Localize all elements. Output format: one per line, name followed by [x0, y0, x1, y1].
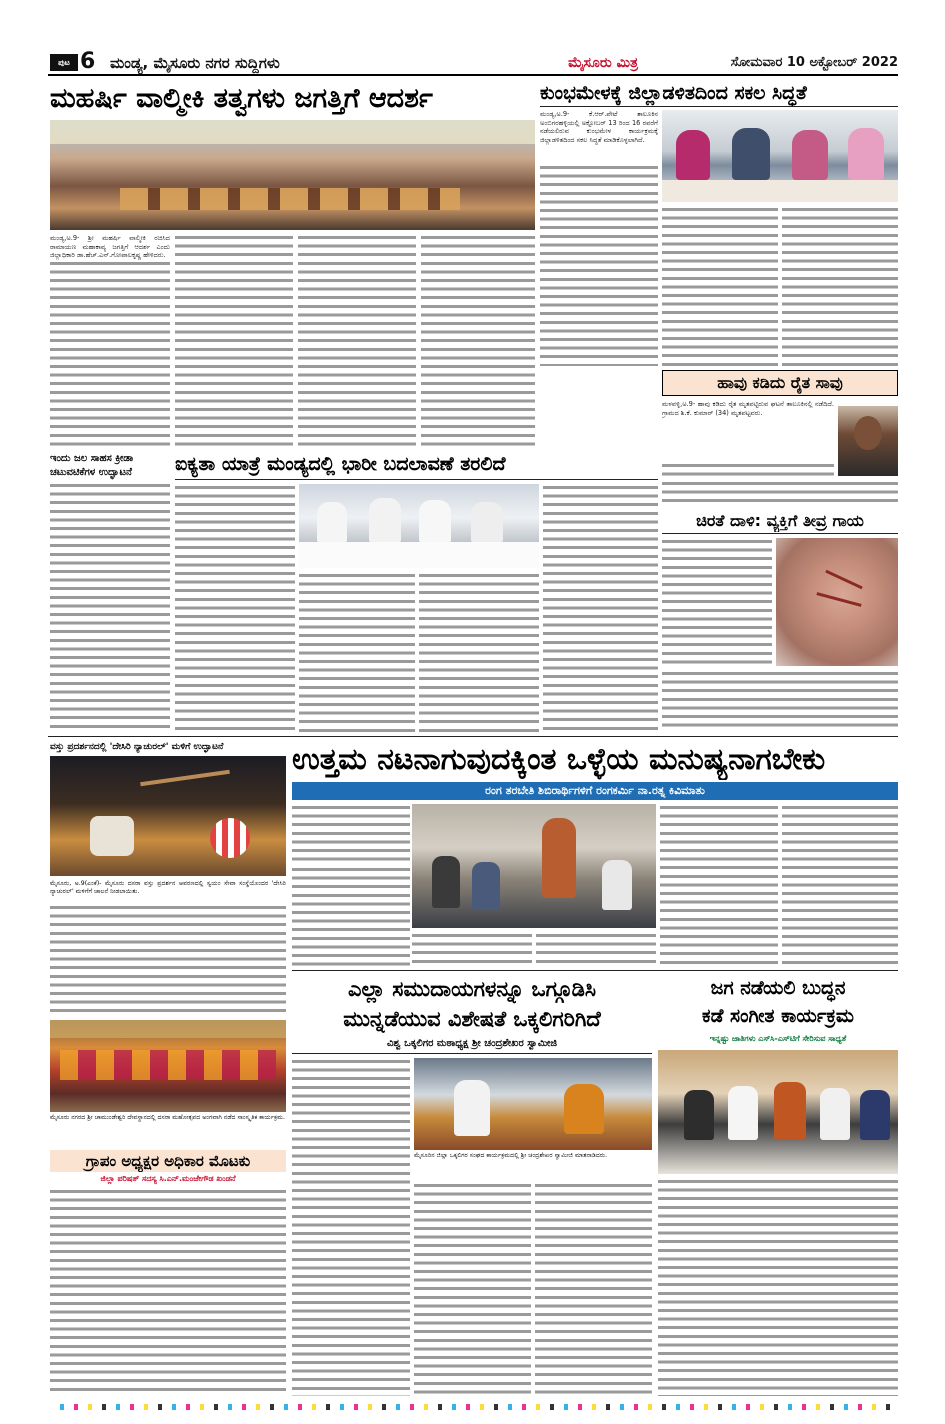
okkaliga-photo-caption: ಮೈಸೂರಿನ ಜಿಲ್ಲಾ ಒಕ್ಕಲಿಗರ ಸಂಘದ ಕಾರ್ಯಕ್ರಮದಲ್ಲಿ ಶ್ರೀ ಚಂದ್ರಶೇಖರ ಸ್ವಾಮೀಜಿ ಮಾತನಾಡಿದರು. — [414, 1152, 608, 1159]
actor-headline: ಉತ್ತಮ ನಟನಾಗುವುದಕ್ಕಿಂತ ಒಳ್ಳೆಯ ಮನುಷ್ಯನಾಗಬೇಕು — [292, 742, 826, 777]
aikyata-body-col4 — [543, 484, 658, 732]
okkaliga-subhead: ವಿಶ್ವ ಒಕ್ಕಲಿಗರ ಮಠಾಧ್ಯಕ್ಷ ಶ್ರೀ ಚಂದ್ರಶೇಖರ ಸ್ವಾಮೀಜಿ — [386, 1038, 558, 1049]
exhibition-stall-photo — [50, 756, 286, 876]
actor-body-col5 — [782, 804, 898, 966]
actor-body-col1b — [292, 866, 410, 966]
valmiki-award-photo — [50, 120, 535, 230]
buddha-body — [658, 1178, 898, 1396]
valmiki-body-col2 — [175, 234, 293, 446]
buddha-subhead: ಇನ್ನಷ್ಟು ಜಾತಿಗಳು ಎಸ್‌ಸಿ-ಎಸ್‌ಟಿಗೆ ಸೇರಿಸುವ ಸಾಧ್ಯತೆ — [709, 1034, 847, 1043]
actor-subhead: ರಂಗ ತರಬೇತಿ ಶಿಬಿರಾರ್ಥಿಗಳಿಗೆ ರಂಗಕರ್ಮಿ ನಾ.ರತ್ನ ಕಿವಿಮಾತು — [485, 784, 705, 797]
actor-body-col2 — [412, 932, 532, 966]
actor-body-col3 — [536, 932, 656, 966]
kumbhamela-headline: ಕುಂಭಮೇಳಕ್ಕೆ ಜಿಲ್ಲಾಡಳಿತದಿಂದ ಸಕಲ ಸಿದ್ಧತೆ — [540, 82, 807, 104]
kumbhamela-meeting-photo — [662, 110, 898, 202]
cheetah-body-full — [662, 670, 898, 730]
valmiki-body-col4 — [421, 234, 535, 446]
snake-body-lead: ಮಳವಳ್ಳಿ,ಅ.9- ಹಾವು ಕಡಿದು ರೈತ ಮೃತಪಟ್ಟಿರುವ ಘಟನೆ ತಾಲೂಕಿನಲ್ಲಿ ನಡೆದಿದೆ. ಗ್ರಾಮದ ಶಿ.ಕೆ. ಕುಮಾರ್ (34) ಮೃತಪಟ್ಟವರು. — [662, 400, 834, 417]
cheetah-body-col1 — [662, 538, 772, 668]
sports-body — [50, 482, 170, 732]
section-title: ಮಂಡ್ಯ, ಮೈಸೂರು ನಗರ ಸುದ್ದಿಗಳು — [110, 54, 280, 72]
grampam-subhead: ಜಿಲ್ಲಾ ಪರಿಷತ್ ಸದಸ್ಯ ಸಿ.ಎನ್.ಮಂಜೇಗೌಡ ಖಂಡನೆ — [100, 1174, 236, 1183]
grampam-body — [50, 1188, 286, 1396]
cheetah-headline: ಚಿರತೆ ದಾಳಿ: ವ್ಯಕ್ತಿಗೆ ತೀವ್ರ ಗಾಯ — [696, 511, 864, 530]
buddha-headline-2: ಕಡೆ ಸಂಗೀತ ಕಾರ್ಯಕ್ರಮ — [702, 1005, 854, 1027]
festival-group-photo — [50, 1020, 286, 1112]
exhibition-headline: ವಸ್ತು ಪ್ರದರ್ಶನದಲ್ಲಿ 'ದೇಸಿರಿ ನ್ಯಾಚುರಲ್' ಮಳಿಗೆ ಉದ್ಘಾಟನೆ — [50, 742, 224, 752]
aikyata-body-col2 — [299, 572, 415, 732]
aikyata-body-col3 — [419, 572, 539, 732]
sports-headline-1: ಇಂದು ಜಲ ಸಾಹಸ ಕ್ರೀಡಾ — [50, 453, 134, 464]
valmiki-headline: ಮಹರ್ಷಿ ವಾಲ್ಮೀಕಿ ತತ್ವಗಳು ಜಗತ್ತಿಗೆ ಆದರ್ಶ — [50, 83, 433, 114]
kumbhamela-body-col3 — [782, 206, 898, 366]
page-number: 6 — [80, 49, 96, 74]
okkaliga-headline-2: ಮುನ್ನಡೆಯುವ ವಿಶೇಷತೆ ಒಕ್ಕಲಿಗರಿಗಿದೆ — [343, 1007, 601, 1031]
cheetah-injury-photo — [776, 538, 898, 666]
page-label-box: ಪುಟ — [50, 54, 78, 71]
kumbhamela-body-col2 — [662, 206, 778, 366]
grampam-headline: ಗ್ರಾಪಂ ಅಧ್ಯಕ್ಷರ ಅಧಿಕಾರ ಮೊಟಕು — [85, 1152, 251, 1170]
okkaliga-body-col3 — [535, 1182, 652, 1396]
valmiki-body-col1 — [50, 234, 170, 446]
okkaliga-body-col1 — [292, 1058, 410, 1396]
valmiki-body-col3 — [298, 234, 416, 446]
aikyata-headline: ಐಕ್ಯತಾ ಯಾತ್ರೆ ಮಂಡ್ಯದಲ್ಲಿ ಭಾರೀ ಬದಲಾವಣೆ ತರಲಿದೆ — [175, 453, 506, 475]
snake-victim-photo — [838, 406, 898, 476]
aikyata-press-photo — [299, 484, 539, 568]
exhibition-caption: ಮೈಸೂರು, ಅ.9(ಎಂಕೆ)- ಮೈಸೂರು ದಸರಾ ವಸ್ತು ಪ್ರದರ್ಶನ ಆವರಣದಲ್ಲಿ ಸ್ವಯಂ ಸೇವಾ ಸಂಸ್ಥೆಯೊಂದರ 'ದೇಸಿರಿ ನ್ಯಾಚುರಲ್' ಮಳಿಗೆಗೆ ಚಾಲನೆ ನೀಡಲಾಯಿತು. — [50, 880, 286, 895]
kumbhamela-body-lead: ಮಂಡ್ಯ,ಅ.9- ಕೆ.ಆರ್.ಪೇಟೆ ತಾಲೂಕಿನ ಅಂಬಿಗರಹಳ್ಳಿಯಲ್ಲಿ ಅಕ್ಟೋಬರ್ 13 ರಿಂದ 16 ರವರೆಗೆ ನಡೆಯಲಿರುವ ಕುಂಭಮೇಳ ಕಾರ್ಯಕ್ರಮಕ್ಕೆ ಜಿಲ್ಲಾಡಳಿತದಿಂದ ಸಕಲ ಸಿದ್ಧತೆ ಮಾಡಿಕೊಳ್ಳಲಾಗಿದೆ. — [540, 110, 658, 144]
valmiki-body-lead: ಮಂಡ್ಯ,ಅ.9- ಶ್ರೀ ಮಹರ್ಷಿ ವಾಲ್ಮೀಕಿ ರಚಿಸಿದ ರಾಮಾಯಣ ಮಹಾಕಾವ್ಯ ಜಗತ್ತಿಗೆ ಆದರ್ಶ ಎಂದು ಜಿಲ್ಲಾಧಿಕಾರಿ ಡಾ.ಹೆಚ್.ಎನ್.ಗೋಪಾಲಕೃಷ್ಣ ಹೇಳಿದರು. — [50, 234, 170, 260]
okkaliga-swamiji-photo — [414, 1058, 652, 1150]
actor-workshop-photo — [412, 804, 656, 928]
festival-caption: ಮೈಸೂರು ನಗರದ ಶ್ರೀ ಚಾಮುಂಡೇಶ್ವರಿ ದೇವಸ್ಥಾನದಲ್ಲಿ ದಸರಾ ಮಹೋತ್ಸವದ ಅಂಗವಾಗಿ ನಡೆದ ಸಾಂಸ್ಕೃತಿಕ ಕಾರ್ಯಕ್ರಮ. — [50, 1114, 285, 1121]
snake-body-full — [662, 480, 898, 506]
sports-headline-2: ಚಟುವಟಿಕೆಗಳ ಉದ್ಘಾಟನೆ — [50, 467, 132, 478]
snake-headline: ಹಾವು ಕಡಿದು ರೈತ ಸಾವು — [717, 373, 843, 392]
okkaliga-headline-1: ಎಲ್ಲಾ ಸಮುದಾಯಗಳನ್ನೂ ಒಗ್ಗೂಡಿಸಿ — [347, 977, 596, 1001]
actor-body-col4 — [660, 804, 778, 966]
actor-body-col1 — [292, 804, 410, 862]
registration-marks — [60, 1404, 890, 1410]
aikyata-body-col1 — [175, 484, 295, 732]
issue-date: ಸೋಮವಾರ 10 ಅಕ್ಟೋಬರ್ 2022 — [730, 55, 898, 70]
buddha-event-photo — [658, 1050, 898, 1174]
paper-name: ಮೈಸೂರು ಮಿತ್ರ — [568, 55, 638, 71]
okkaliga-body-col2 — [414, 1182, 531, 1396]
exhibition-body — [50, 904, 286, 1014]
buddha-headline-1: ಜಗ ನಡೆಯಲಿ ಬುದ್ಧನ — [710, 977, 846, 999]
kumbhamela-body-col1 — [540, 164, 658, 366]
masthead — [48, 50, 898, 76]
